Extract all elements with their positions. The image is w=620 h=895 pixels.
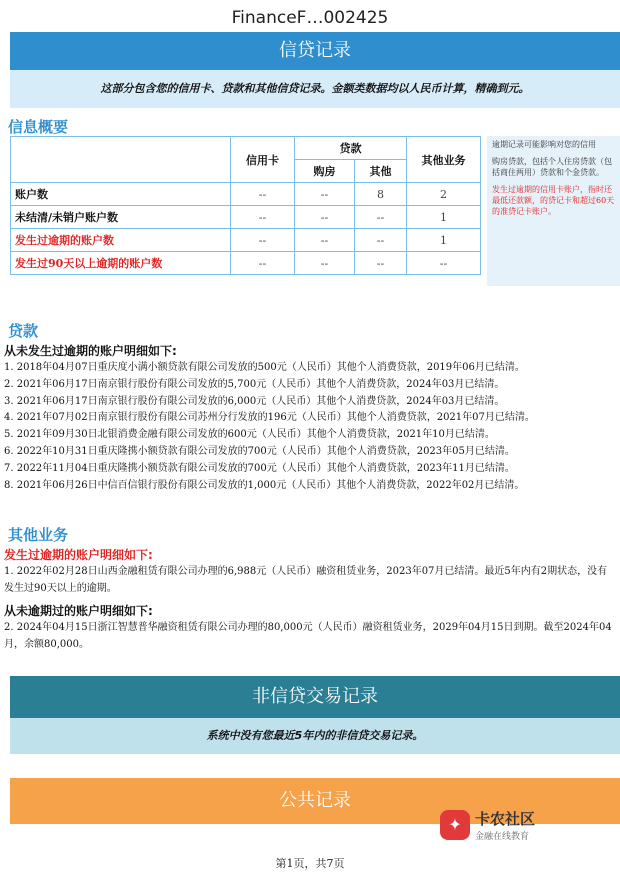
- header-other: 其他: [355, 160, 407, 183]
- non-credit-note: 系统中没有您最近5年内的非信贷交易记录。: [10, 718, 620, 754]
- side-note: 购房贷款，包括个人住房贷款（包括商住两用）贷款和个金贷款。: [492, 157, 612, 177]
- non-credit-banner: 非信贷交易记录: [10, 676, 620, 718]
- cell: --: [231, 183, 295, 206]
- cell: --: [295, 206, 355, 229]
- overdue-list: [4, 564, 620, 598]
- overview-side-notes: [487, 136, 620, 286]
- list-item: 7. 2022年11月04日重庆隆携小额贷款有限公司发放的700元（人民币）其他个人消费贷款，2023年11月已结清。: [4, 462, 515, 474]
- cell: 1: [407, 229, 481, 252]
- badge-tagline: 金融在线教育: [475, 832, 530, 842]
- overdue-subheading: 发生过逾期的账户明细如下:: [4, 548, 153, 562]
- watermark-badge: [440, 808, 535, 842]
- side-note: 发生过逾期的信用卡账户，指时还最低还款额，的贷记卡和超过60天的准贷记卡账户。: [492, 185, 615, 216]
- document-title: FinanceF…002425: [231, 8, 389, 28]
- public-records-banner: 公共记录: [10, 778, 620, 824]
- table-row: [11, 206, 481, 229]
- table-corner: [11, 137, 231, 183]
- cell: --: [407, 252, 481, 275]
- side-note: 逾期记录可能影响对您的信用: [492, 140, 596, 149]
- row-label: 发生过逾期的账户数: [11, 229, 231, 252]
- header-housing: 购房: [295, 160, 355, 183]
- row-label: 账户数: [11, 183, 231, 206]
- cell: 1: [407, 206, 481, 229]
- header-credit-card: 信用卡: [231, 137, 295, 183]
- list-item: 2. 2021年06月17日南京银行股份有限公司发放的5,700元（人民币）其他个人消费贷款，2024年03月已结清。: [4, 378, 505, 390]
- cell: --: [231, 229, 295, 252]
- row-label: 发生过90天以上逾期的账户数: [11, 252, 231, 275]
- table-row: [11, 252, 481, 275]
- cell: --: [295, 229, 355, 252]
- loans-heading: 贷款: [8, 322, 39, 340]
- list-item: 8. 2021年06月26日中信百信银行股份有限公司发放的1,000元（人民币）其他个人消费贷款，2022年02月已结清。: [4, 479, 525, 491]
- cell: --: [295, 183, 355, 206]
- loans-subheading: 从未发生过逾期的账户明细如下:: [4, 344, 177, 358]
- list-item: 1. 2018年04月07日重庆度小满小额贷款有限公司发放的500元（人民币）其他个人消费贷款，2019年06月已结清。: [4, 362, 525, 373]
- list-item: 2. 2024年04月15日浙江智慧普华融资租赁有限公司办理的80,000元（人民币）融资租赁业务，2029年04月15日到期。截至2024年04月，余额80,000。: [4, 622, 612, 650]
- normal-subheading: 从未逾期过的账户明细如下:: [4, 604, 153, 618]
- normal-list: [4, 620, 620, 654]
- list-item: 3. 2021年06月17日南京银行股份有限公司发放的6,000元（人民币）其他个人消费贷款，2024年03月已结清。: [4, 395, 505, 407]
- page-footer: 第1页，共7页: [275, 857, 345, 870]
- badge-name: 卡农社区: [475, 810, 536, 828]
- cell: 8: [355, 183, 407, 206]
- list-item: 4. 2021年07月02日南京银行股份有限公司苏州分行发放的196元（人民币）其他个人消费贷款，2021年07月已结清。: [4, 412, 535, 424]
- cell: 2: [407, 183, 481, 206]
- header-other-business: 其他业务: [407, 137, 481, 183]
- credit-records-banner: 信贷记录: [10, 32, 620, 70]
- list-item: 5. 2021年09月30日北银消费金融有限公司发放的600元（人民币）其他个人消费贷款，2021年10月已结清。: [4, 429, 495, 441]
- header-loan: 贷款: [295, 137, 407, 160]
- loan-list: [4, 360, 620, 494]
- cell: --: [231, 206, 295, 229]
- cell: --: [355, 229, 407, 252]
- community-logo-icon: ✦: [440, 810, 470, 840]
- table-row: [11, 229, 481, 252]
- overview-table: [10, 136, 481, 275]
- list-item: 1. 2022年02月28日山西金融租赁有限公司办理的6,988元（人民币）融资租赁业务，2023年07月已结清。最近5年内有2期状态，没有发生过90天以上的逾期。: [4, 566, 608, 594]
- credit-records-note: 这部分包含您的信用卡、贷款和其他信贷记录。金额类数据均以人民币计算，精确到元。: [10, 70, 620, 108]
- cell: --: [355, 252, 407, 275]
- row-label: 未结清/未销户账户数: [11, 206, 231, 229]
- other-business-heading: 其他业务: [8, 526, 69, 544]
- cell: --: [355, 206, 407, 229]
- cell: --: [295, 252, 355, 275]
- list-item: 6. 2022年10月31日重庆隆携小额贷款有限公司发放的700元（人民币）其他个人消费贷款，2023年05月已结清。: [4, 445, 515, 457]
- table-row: [11, 183, 481, 206]
- overview-heading: 信息概要: [8, 118, 69, 136]
- cell: --: [231, 252, 295, 275]
